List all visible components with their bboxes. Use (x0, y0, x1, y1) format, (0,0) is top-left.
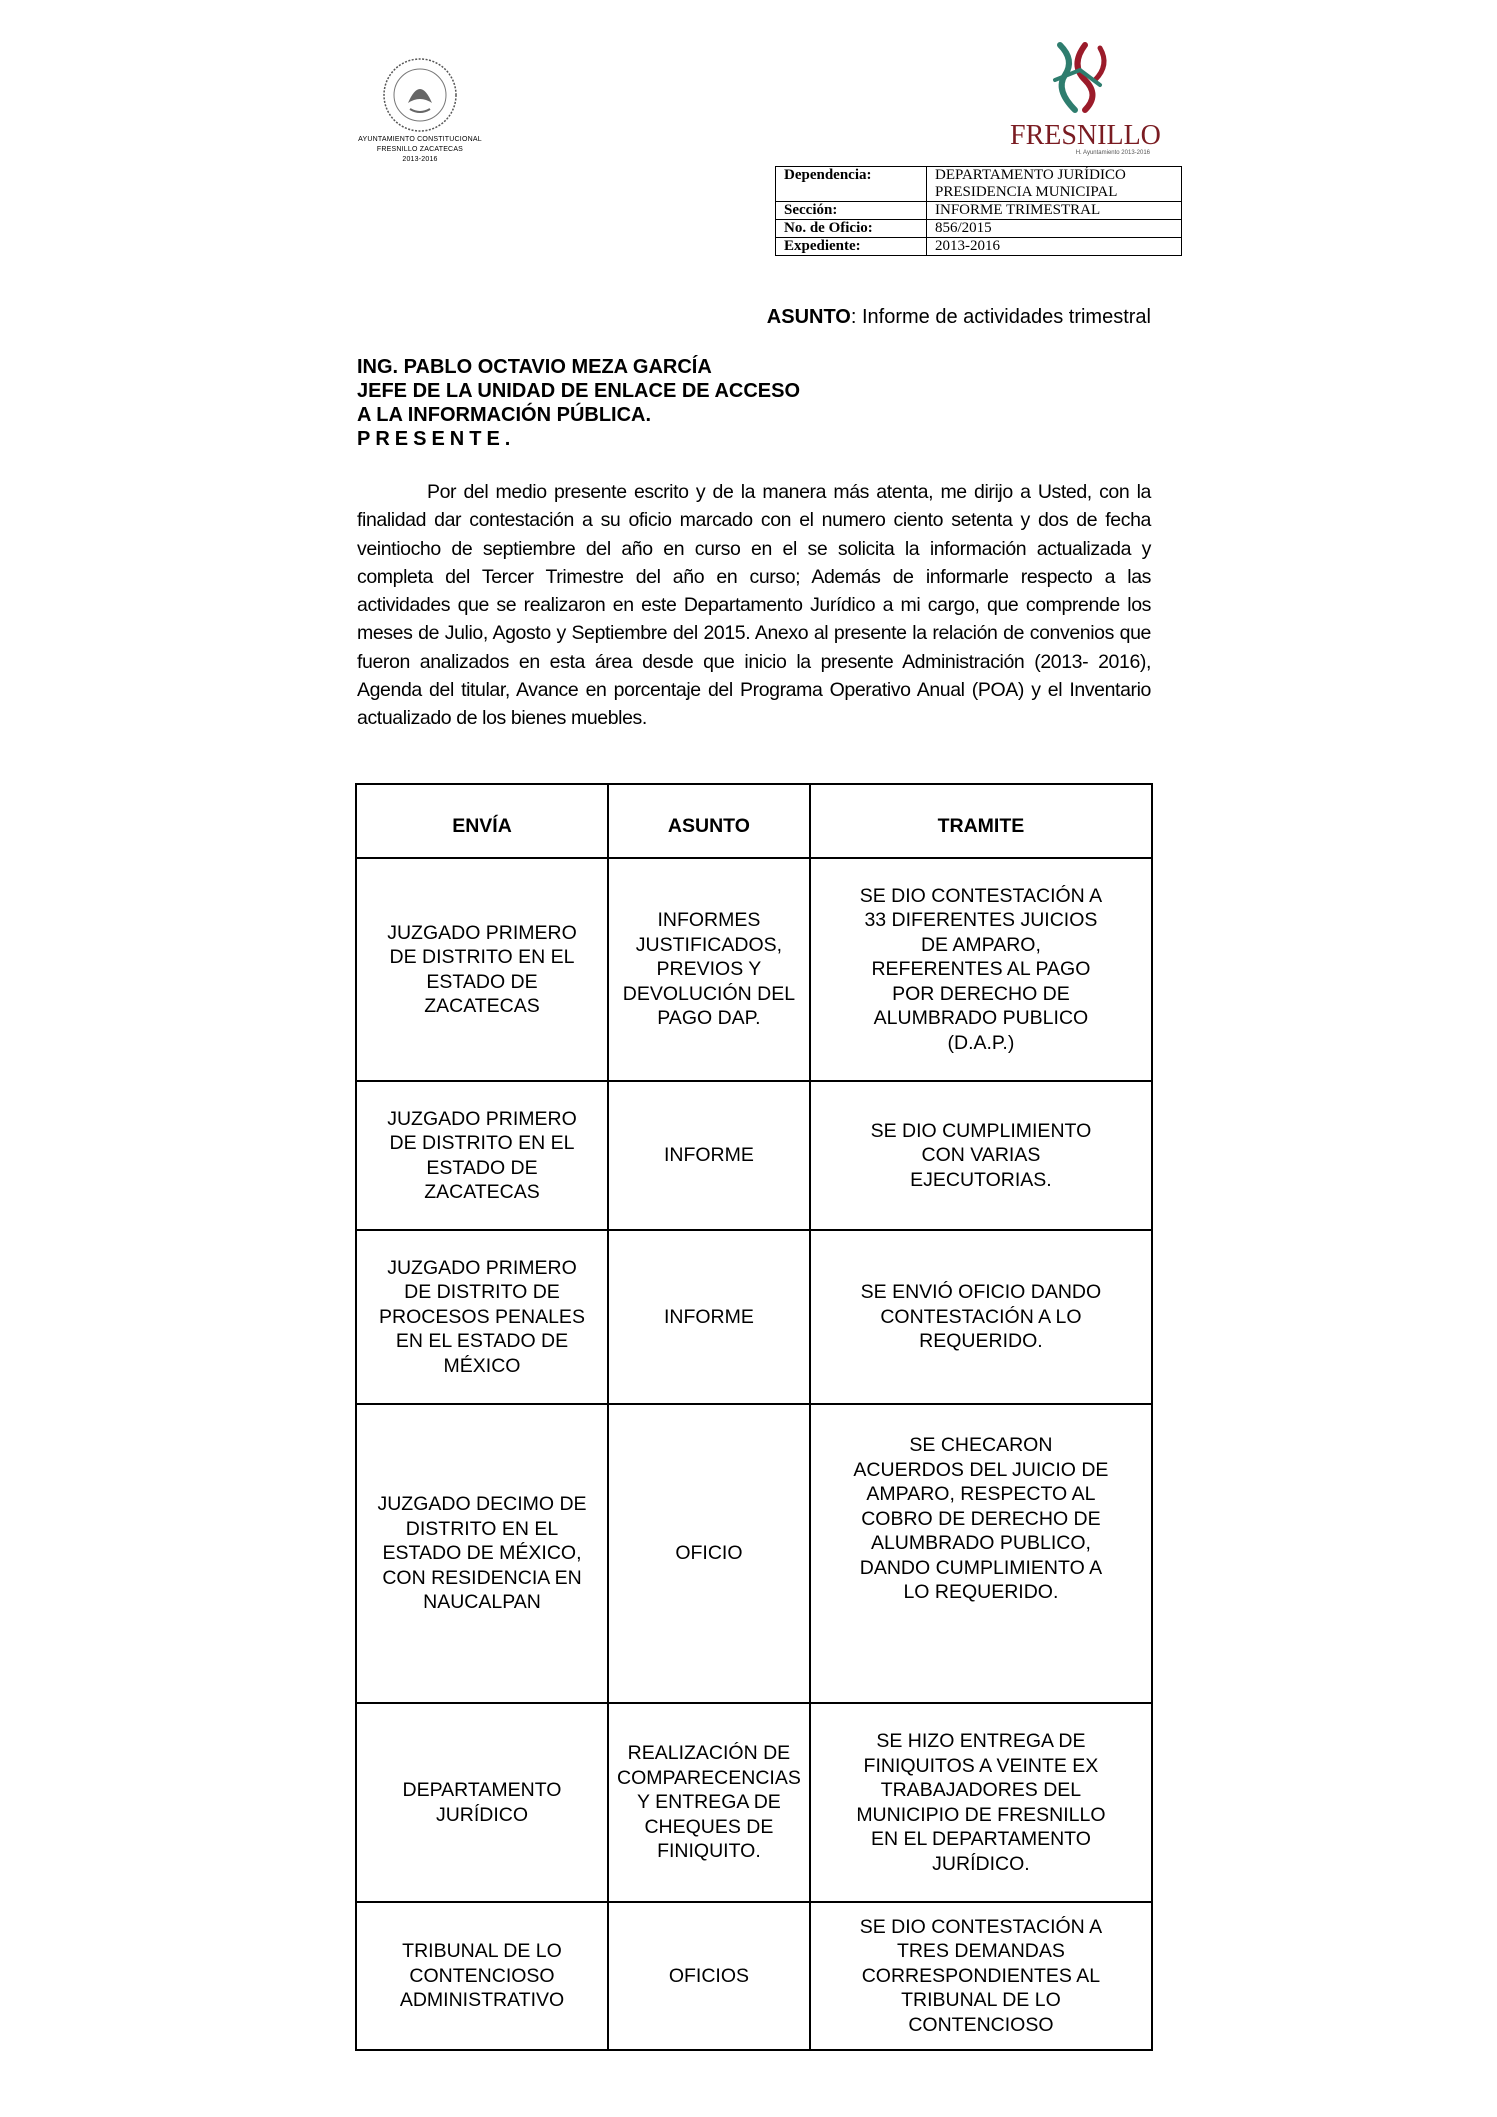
body-paragraph: Por del medio presente escrito y de la manera más atenta, me dirijo a Usted, con la finalidad dar contestación a su oficio marcado con el numero ciento setenta y dos de fecha veintiocho de septiembre del año en curso en el se solicita la información actualizada y completa del Tercer Trimestre del año en curso; Además de informarle respecto a las actividades que se realizaron en este Departamento Jurídico a mi cargo, que comprende los meses de Julio, Agosto y Septiembre del 2015. Anexo al presente la relación de convenios que fueron analizados en esta área desde que inicio la presente Administración (2013- 2016), Agenda del titular, Avance en porcentaje del Programa Operativo Anual (POA) y el Inventario actualizado de los bienes muebles. (357, 481, 1151, 730)
cell-envia: TRIBUNAL DE LO CONTENCIOSO ADMINISTRATIVO (356, 1902, 608, 2050)
fresnillo-logo (1010, 40, 1161, 156)
cell-asunto: REALIZACIÓN DE COMPARECENCIAS Y ENTREGA DE CHEQUES DE FINIQUITO. (608, 1703, 810, 1902)
fresnillo-emblem-icon (1040, 40, 1120, 115)
addressee-title: JEFE DE LA UNIDAD DE ENLACE DE ACCESO (357, 380, 801, 402)
coat-of-arms-icon (380, 55, 460, 135)
info-value: INFORME TRIMESTRAL (927, 202, 1182, 220)
table-header-row (356, 784, 1152, 858)
info-label: Expediente: (776, 238, 927, 256)
cell-tramite: SE DIO CONTESTACIÓN A TRES DEMANDAS CORRESPONDIENTES AL TRIBUNAL DE LO CONTENCIOSO (810, 1902, 1152, 2050)
addressee-title-2: A LA INFORMACIÓN PÚBLICA. (357, 404, 652, 426)
cell-asunto: INFORMES JUSTIFICADOS, PREVIOS Y DEVOLUCIÓN DEL PAGO DAP. (608, 858, 810, 1081)
presente: PRESENTE. (357, 428, 516, 450)
cell-asunto: INFORME (608, 1230, 810, 1404)
cell-tramite: SE ENVIÓ OFICIO DANDO CONTESTACIÓN A LO REQUERIDO. (810, 1230, 1152, 1404)
info-value: 856/2015 (927, 220, 1182, 238)
cell-envia: JUZGADO PRIMERO DE DISTRITO DE PROCESOS PENALES EN EL ESTADO DE MÉXICO (356, 1230, 608, 1404)
table-row (356, 1404, 1152, 1703)
cell-asunto: OFICIOS (608, 1902, 810, 2050)
cell-envia: JUZGADO PRIMERO DE DISTRITO EN EL ESTADO DE ZACATECAS (356, 1081, 608, 1230)
info-row (776, 167, 1182, 202)
subject-line (357, 306, 1151, 329)
info-label: No. de Oficio: (776, 220, 927, 238)
cell-envia: JUZGADO PRIMERO DE DISTRITO EN EL ESTADO DE ZACATECAS (356, 858, 608, 1081)
document-info-table (775, 166, 1182, 256)
seal-caption-1: AYUNTAMIENTO CONSTITUCIONAL (358, 136, 482, 143)
seal-caption-3: 2013-2016 (402, 156, 438, 163)
activities-table (355, 783, 1153, 2051)
cell-tramite: SE HIZO ENTREGA DE FINIQUITOS A VEINTE EX TRABAJADORES DEL MUNICIPIO DE FRESNILLO EN EL DEPARTAMENTO JURÍDICO. (810, 1703, 1152, 1902)
addressee-block (357, 355, 800, 451)
info-row (776, 238, 1182, 256)
info-label: Dependencia: (776, 167, 927, 202)
table-row (356, 858, 1152, 1081)
info-value: 2013-2016 (927, 238, 1182, 256)
table-row (356, 1230, 1152, 1404)
cell-envia: JUZGADO DECIMO DE DISTRITO EN EL ESTADO DE MÉXICO, CON RESIDENCIA EN NAUCALPAN (356, 1404, 608, 1703)
info-row (776, 202, 1182, 220)
table-row (356, 1703, 1152, 1902)
header-asunto: ASUNTO (608, 784, 810, 858)
table-row (356, 1081, 1152, 1230)
cell-asunto: OFICIO (608, 1404, 810, 1703)
info-row (776, 220, 1182, 238)
info-label: Sección: (776, 202, 927, 220)
brand-name: FRESNILLO (1010, 120, 1161, 151)
cell-tramite: SE DIO CONTESTACIÓN A 33 DIFERENTES JUICIOS DE AMPARO, REFERENTES AL PAGO POR DERECHO DE ALUMBRADO PUBLICO (D.A.P.) (810, 858, 1152, 1081)
header-tramite: TRAMITE (810, 784, 1152, 858)
cell-asunto: INFORME (608, 1081, 810, 1230)
info-value: DEPARTAMENTO JURÍDICO PRESIDENCIA MUNICIPAL (927, 167, 1182, 202)
table-row (356, 1902, 1152, 2050)
subject-label: ASUNTO (766, 306, 851, 328)
municipal-seal (355, 55, 485, 165)
seal-caption-2: FRESNILLO ZACATECAS (376, 146, 464, 153)
subject-text: : Informe de actividades trimestral (850, 306, 1151, 328)
header-envia: ENVÍA (356, 784, 608, 858)
addressee-name: ING. PABLO OCTAVIO MEZA GARCÍA (357, 356, 712, 378)
brand-sub: H. Ayuntamiento 2013-2016 (1075, 150, 1150, 156)
cell-envia: DEPARTAMENTO JURÍDICO (356, 1703, 608, 1902)
cell-tramite: SE CHECARON ACUERDOS DEL JUICIO DE AMPARO, RESPECTO AL COBRO DE DERECHO DE ALUMBRADO PUBLICO, DANDO CUMPLIMIENTO A LO REQUERIDO. (810, 1404, 1152, 1703)
cell-tramite: SE DIO CUMPLIMIENTO CON VARIAS EJECUTORIAS. (810, 1081, 1152, 1230)
